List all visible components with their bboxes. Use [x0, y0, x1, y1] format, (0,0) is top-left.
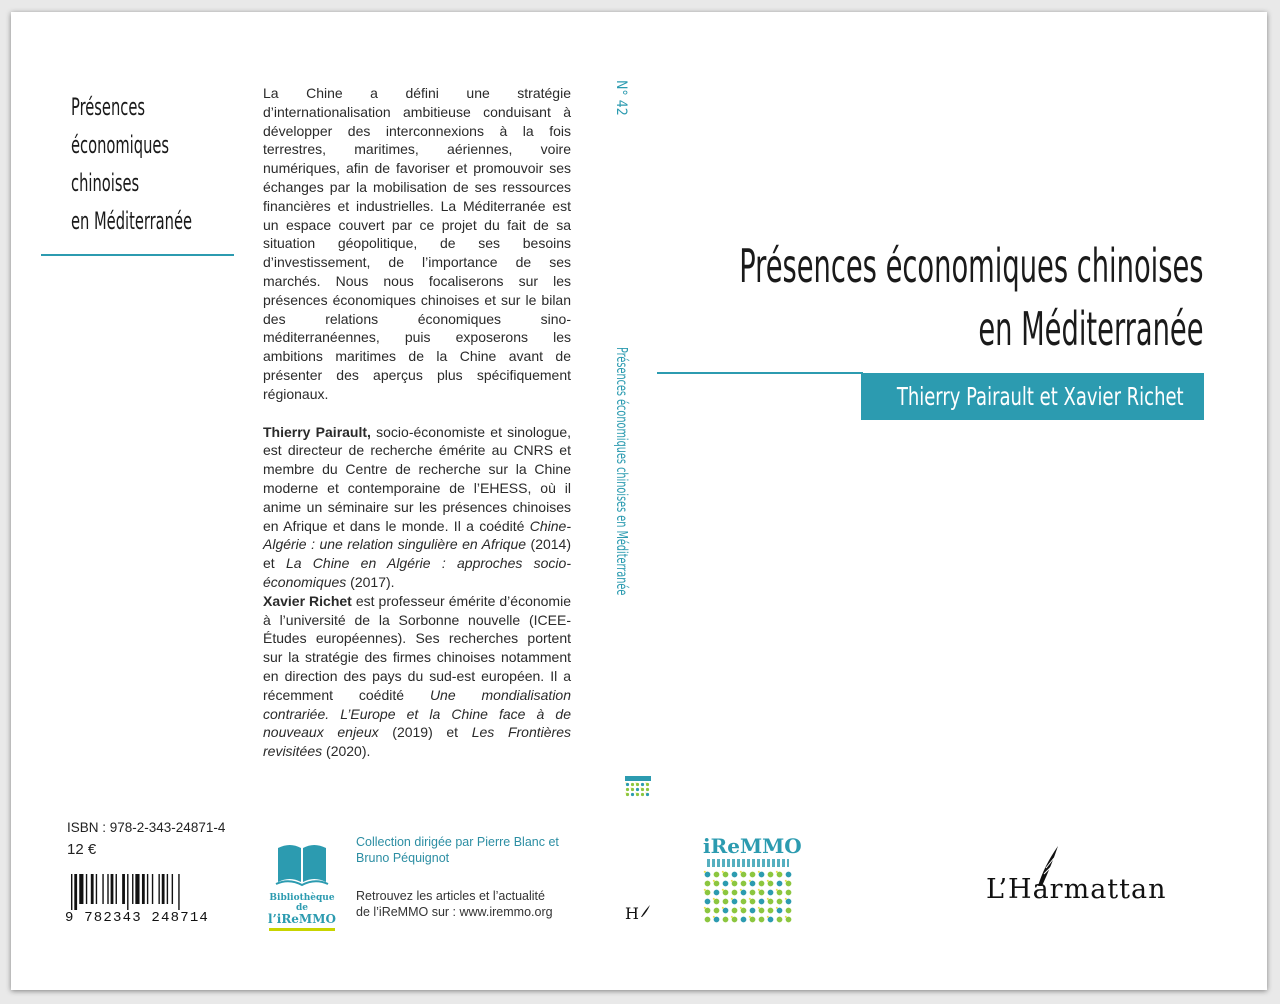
back-cover-title [71, 88, 193, 240]
pattern-square [646, 783, 647, 784]
pattern-dot [714, 890, 720, 896]
barcode-bar [111, 874, 114, 904]
summary-paragraph: La Chine a défini une stratégie d’internationalisation ambitieuse conduisant à développer des interconnexions à la fois terrestres, maritimes, aériennes, voire numériques, afin de favoriser et promouvoir ses échanges par la mobilisation de ses ressources financières et industrielles. La Méditerranée est un espace couvert par ce projet du fait de sa situation géopolitique, de ses besoins d’investissement, de l’importance de ses marchés. Nous nous focaliserons sur les présences économiques chinoises et sur le bilan des relations économiques sino-méditerranéennes, puis exposerons les ambitions maritimes de la Chine avant de présenter des aperçus plus spécifiquement régionaux. [263, 85, 571, 402]
bio-text: socio-économiste et sinologue, est directeur de recherche émérite au CNRS et membre du Centre de recherche sur la Chine moderne et contemporaine de l’EHESS, où il anime un séminaire sur les présences chinoises en Afrique et dans le monde. Il a coédité [263, 423, 572, 534]
quill-icon [1034, 844, 1060, 888]
pattern-dot [732, 872, 738, 878]
barcode-bar [74, 874, 77, 910]
pattern-square [722, 907, 724, 909]
pattern-dot [705, 917, 711, 923]
bio-text: (2017). [346, 573, 395, 590]
pattern-dot [714, 908, 720, 914]
pattern-dot [636, 788, 639, 791]
barcode-number: 9 782343 248714 [65, 910, 230, 926]
pattern-square [785, 880, 787, 882]
title-line: Présences économiques chinoises [739, 239, 1204, 293]
pattern-square [749, 880, 751, 882]
authors-banner [861, 373, 1204, 420]
barcode-bar [132, 874, 133, 904]
barcode [71, 874, 221, 910]
pattern-square [713, 916, 715, 918]
pattern-dot [641, 793, 644, 796]
pattern-dot [723, 881, 729, 887]
barcode-bar [86, 874, 87, 904]
pattern-square [758, 907, 760, 909]
back-cover-text [263, 84, 571, 761]
pattern-square [722, 889, 724, 891]
pattern-square [731, 898, 733, 900]
barcode-bar [91, 874, 94, 904]
pattern-square [704, 889, 706, 891]
pattern-square [776, 871, 778, 873]
bio-text: (2020). [322, 743, 371, 760]
author-name: Xavier Richet [263, 592, 352, 609]
barcode-bar [127, 874, 128, 910]
book-title: Une mondialisation contrariée. L’Europe et la Chine face à de nouveaux enjeux [263, 686, 571, 741]
pattern-dot [759, 917, 765, 923]
authors: Thierry Pairault et Xavier Richet [896, 382, 1184, 411]
author-bio-1 [263, 423, 571, 592]
barcode-bar [71, 874, 72, 910]
pattern-square [767, 898, 769, 900]
pattern-square [626, 783, 627, 784]
book-title: Les Frontières revisitées [263, 724, 571, 760]
price: 12 € [67, 841, 97, 858]
pattern-square [785, 916, 787, 918]
pattern-dot [777, 917, 783, 923]
spine-publisher-mark [625, 904, 651, 923]
pattern-dot [631, 793, 634, 796]
pattern-dot [723, 917, 729, 923]
pattern-dot [768, 908, 774, 914]
barcode-bar [96, 874, 97, 904]
back-title-line: en Méditerranée [71, 207, 193, 235]
back-title-rule [41, 254, 234, 256]
book-title: Chine-Algérie : une relation singulière en Afrique [263, 517, 571, 553]
library-logo-line: l’iReMMO [268, 912, 336, 926]
back-title-line: Présences [71, 93, 146, 121]
isbn: ISBN : 978-2-343-24871-4 [67, 820, 226, 835]
pattern-square [713, 880, 715, 882]
website-line: Retrouvez les articles et l’actualité [356, 889, 545, 903]
spine-iremmo-logo [625, 776, 651, 798]
front-cover-title [740, 235, 1204, 361]
pattern-square [758, 889, 760, 891]
barcode-bar [116, 874, 117, 904]
book-cover [11, 12, 1267, 990]
barcode-bar [172, 874, 173, 904]
barcode-bar [79, 874, 83, 904]
pattern-square [740, 871, 742, 873]
iremmo-wordmark: iReMMO [703, 834, 802, 858]
pattern-square [749, 898, 751, 900]
barcode-bar [122, 874, 125, 904]
pattern-dot [777, 881, 783, 887]
pattern-dot [723, 899, 729, 905]
pattern-square [758, 871, 760, 873]
library-logo-line: Bibliothèque de [269, 893, 335, 913]
pattern-square [749, 916, 751, 918]
barcode-bar [142, 874, 145, 904]
pattern-square [713, 898, 715, 900]
pattern-dot [759, 881, 765, 887]
library-logo [267, 838, 337, 931]
pattern-dot [786, 908, 792, 914]
author-name: Thierry Pairault, [263, 423, 371, 440]
pattern-dot [777, 899, 783, 905]
pattern-square [776, 907, 778, 909]
back-title-line: chinoises [71, 169, 140, 197]
quill-icon [639, 904, 651, 918]
collection-editors [356, 834, 559, 866]
pattern-square [731, 916, 733, 918]
pattern-square [646, 793, 647, 794]
title-line: en Méditerranée [978, 302, 1204, 356]
barcode-bar [152, 874, 153, 904]
back-title-line: économiques [71, 131, 170, 159]
pattern-square [776, 889, 778, 891]
barcode-bar [167, 874, 168, 904]
publisher-logo [986, 874, 1166, 905]
pattern-square [704, 907, 706, 909]
pattern-dot [786, 890, 792, 896]
iremmo-pattern [703, 869, 793, 925]
iremmo-tagline-lines [707, 859, 789, 867]
pattern-square [767, 916, 769, 918]
pattern-square [636, 793, 637, 794]
pattern-dot [750, 890, 756, 896]
pattern-dot [768, 872, 774, 878]
pattern-square [626, 793, 627, 794]
barcode-bar [162, 874, 165, 904]
pattern-square [785, 898, 787, 900]
author-bio-2 [263, 592, 571, 761]
pattern-dot [741, 899, 747, 905]
pattern-square [740, 907, 742, 909]
barcode-bar [135, 874, 139, 904]
pattern-dot [714, 872, 720, 878]
website-line: de l’iReMMO sur : www.iremmo.org [356, 905, 553, 919]
pattern-dot [750, 872, 756, 878]
pattern-dot [626, 788, 629, 791]
pattern-dot [641, 783, 644, 786]
volume-number: N° 42 [613, 80, 629, 116]
title-rule [657, 372, 863, 374]
website-note [356, 888, 553, 920]
barcode-bar [102, 874, 103, 904]
pattern-square [731, 880, 733, 882]
iremmo-logo [703, 834, 802, 925]
pattern-dot [705, 881, 711, 887]
barcode-bar [107, 874, 108, 904]
pattern-square [722, 871, 724, 873]
collection-line: Collection dirigée par Pierre Blanc et [356, 835, 559, 849]
barcode-bar [158, 874, 159, 904]
pattern-dot [768, 890, 774, 896]
pattern-dot [732, 890, 738, 896]
pattern-dot [741, 881, 747, 887]
pattern-square [631, 788, 632, 789]
pattern-square [636, 783, 637, 784]
publisher-initial: H [625, 904, 639, 923]
collection-line: Bruno Péquignot [356, 851, 450, 865]
bio-text: est professeur émérite d’économie à l’université de la Sorbonne nouvelle (ICEE-Études européennes). Ses recherches portent sur la stratégie des firmes chinoises notamment en direction des pays du sud-est européen. Il a récemment coédité [263, 592, 571, 703]
pattern-dot [750, 908, 756, 914]
pattern-square [704, 871, 706, 873]
pattern-dot [646, 788, 649, 791]
spine-title: Présences économiques chinoises en Méditerranée [613, 347, 631, 596]
bio-text: (2019) et [378, 724, 472, 741]
library-logo-underline [269, 928, 335, 931]
pattern-square [740, 889, 742, 891]
barcode-bar [178, 874, 179, 910]
pattern-dot [741, 917, 747, 923]
barcode-bar [147, 874, 148, 904]
pattern-dot [631, 783, 634, 786]
pattern-dot [705, 899, 711, 905]
pattern-square [641, 788, 642, 789]
pattern-square [767, 880, 769, 882]
pattern-dot [732, 908, 738, 914]
pattern-dot [759, 899, 765, 905]
pattern-dot [786, 872, 792, 878]
bio-text: (2014) et [263, 536, 572, 572]
book-icon [272, 838, 332, 888]
book-title: La Chine en Algérie : approches socio-économiques [263, 555, 571, 590]
publisher-name: L’Harmattan [986, 874, 1167, 905]
